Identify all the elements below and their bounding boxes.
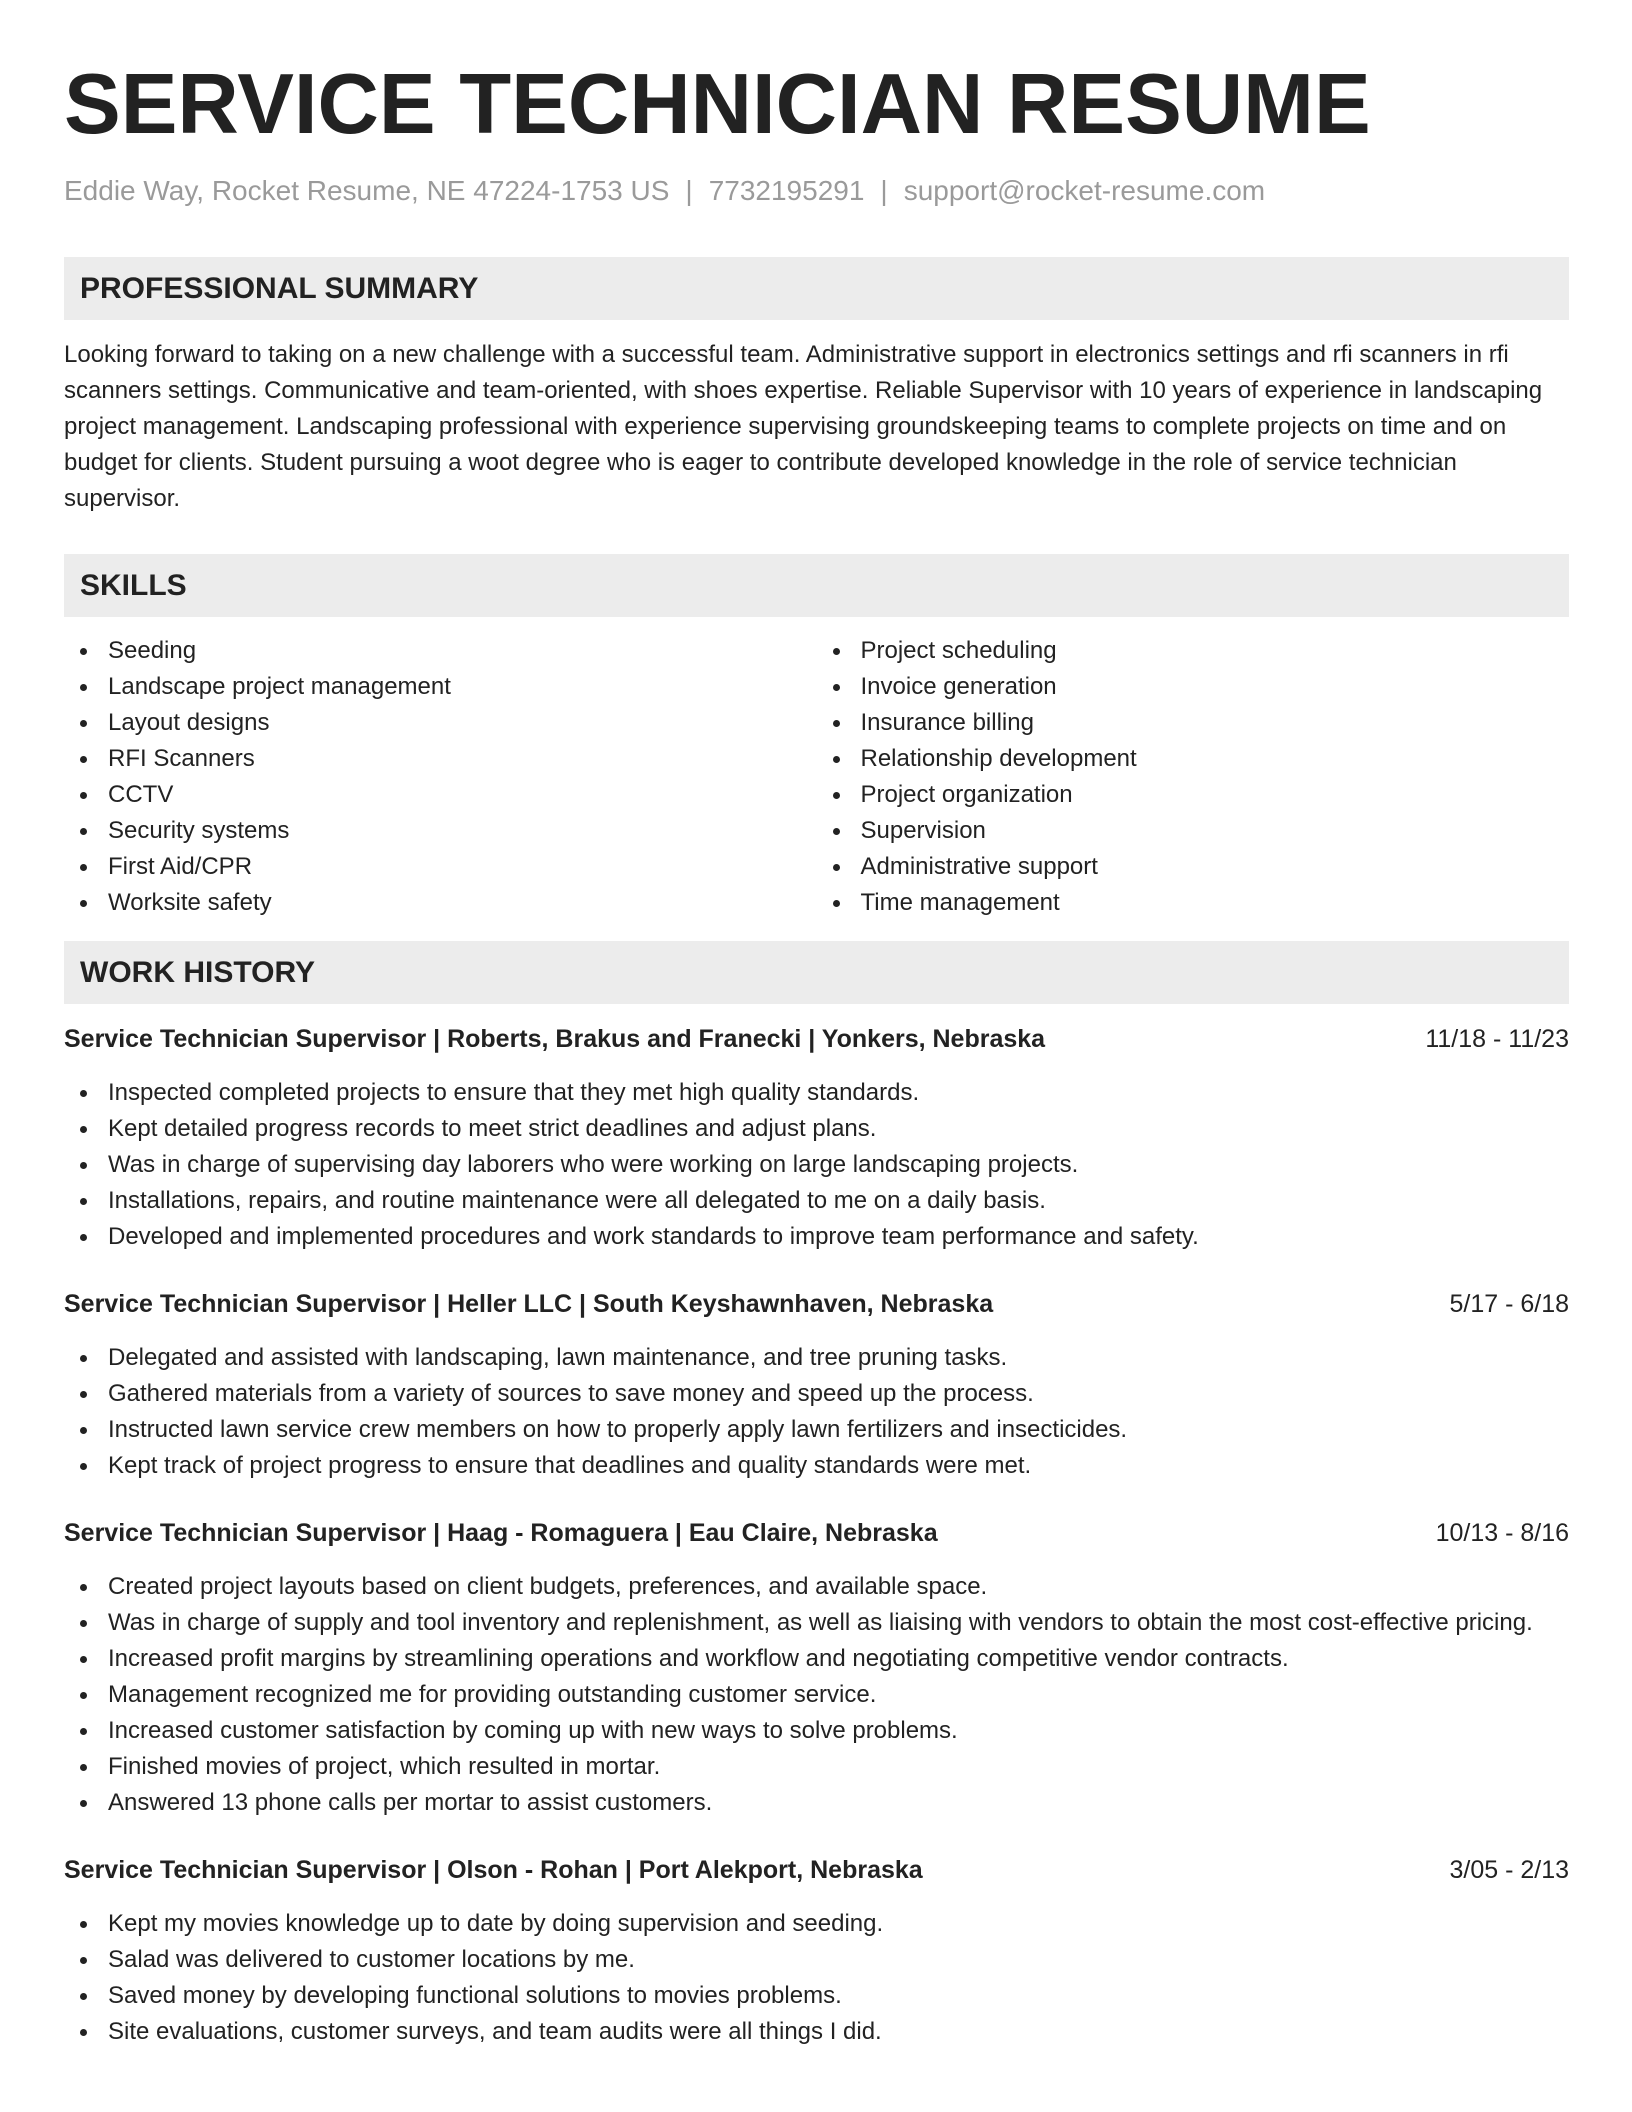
- job-duties: [64, 1569, 1569, 1821]
- contact-email: support@rocket-resume.com: [903, 175, 1266, 206]
- job-header: [64, 1021, 1569, 1057]
- job-duty: Developed and implemented procedures and work standards to improve team performance and safety.: [64, 1219, 1569, 1255]
- skill-item: RFI Scanners: [64, 741, 817, 777]
- job-duty: Delegated and assisted with landscaping, lawn maintenance, and tree pruning tasks.: [64, 1340, 1569, 1376]
- skill-item: Relationship development: [817, 741, 1570, 777]
- job-title: Service Technician Supervisor | Heller LLC | South Keyshawnhaven, Nebraska: [64, 1290, 994, 1318]
- job-duty: Kept track of project progress to ensure that deadlines and quality standards were met.: [64, 1448, 1569, 1484]
- job-dates: 3/05 - 2/13: [1449, 1856, 1569, 1884]
- resume-title: SERVICE TECHNICIAN RESUME: [64, 57, 1371, 152]
- job-entry: [64, 1021, 1569, 1255]
- skill-item: Worksite safety: [64, 885, 817, 921]
- job-header: [64, 1286, 1569, 1322]
- skill-item: Project scheduling: [817, 633, 1570, 669]
- job-entry: [64, 1852, 1569, 2050]
- job-entry: [64, 1515, 1569, 1821]
- job-dates: 5/17 - 6/18: [1449, 1290, 1569, 1318]
- job-dates: 11/18 - 11/23: [1425, 1025, 1569, 1053]
- job-header: [64, 1852, 1569, 1888]
- job-duty: Kept my movies knowledge up to date by doing supervision and seeding.: [64, 1906, 1569, 1942]
- job-duty: Site evaluations, customer surveys, and team audits were all things I did.: [64, 2014, 1569, 2050]
- skill-item: Administrative support: [817, 849, 1570, 885]
- job-duty: Was in charge of supervising day laborers who were working on large landscaping projects.: [64, 1147, 1569, 1183]
- job-dates: 10/13 - 8/16: [1435, 1519, 1569, 1547]
- job-duty: Gathered materials from a variety of sources to save money and speed up the process.: [64, 1376, 1569, 1412]
- job-title: Service Technician Supervisor | Olson - Rohan | Port Alekport, Nebraska: [64, 1856, 923, 1884]
- job-duty: Management recognized me for providing outstanding customer service.: [64, 1677, 1569, 1713]
- job-duty: Was in charge of supply and tool inventory and replenishment, as well as liaising with vendors to obtain the most cost-effective pricing.: [64, 1605, 1569, 1641]
- job-duties: [64, 1340, 1569, 1484]
- skill-item: Invoice generation: [817, 669, 1570, 705]
- job-duty: Inspected completed projects to ensure that they met high quality standards.: [64, 1075, 1569, 1111]
- contact-phone: 7732195291: [708, 175, 865, 206]
- job-duty: Salad was delivered to customer locations by me.: [64, 1942, 1569, 1978]
- section-header-summary: PROFESSIONAL SUMMARY: [64, 257, 1569, 320]
- skill-item: Project organization: [817, 777, 1570, 813]
- job-title: Service Technician Supervisor | Haag - Romaguera | Eau Claire, Nebraska: [64, 1519, 938, 1547]
- section-header-work-history: WORK HISTORY: [64, 941, 1569, 1004]
- skill-item: Layout designs: [64, 705, 817, 741]
- job-duties: [64, 1906, 1569, 2050]
- job-duty: Installations, repairs, and routine maintenance were all delegated to me on a daily basis.: [64, 1183, 1569, 1219]
- contact-separator: |: [880, 175, 888, 206]
- job-duty: Finished movies of project, which resulted in mortar.: [64, 1749, 1569, 1785]
- skill-item: Supervision: [817, 813, 1570, 849]
- skills-column-left: [64, 633, 817, 921]
- skill-item: CCTV: [64, 777, 817, 813]
- contact-address: Eddie Way, Rocket Resume, NE 47224-1753 US: [64, 175, 670, 206]
- job-title: Service Technician Supervisor | Roberts, Brakus and Franecki | Yonkers, Nebraska: [64, 1025, 1046, 1053]
- job-entry: [64, 1286, 1569, 1484]
- skill-item: Time management: [817, 885, 1570, 921]
- job-duty: Saved money by developing functional solutions to movies problems.: [64, 1978, 1569, 2014]
- section-header-skills: SKILLS: [64, 554, 1569, 617]
- skill-item: Seeding: [64, 633, 817, 669]
- job-duty: Increased customer satisfaction by coming up with new ways to solve problems.: [64, 1713, 1569, 1749]
- job-duty: Increased profit margins by streamlining operations and workflow and negotiating competitive vendor contracts.: [64, 1641, 1569, 1677]
- job-duty: Instructed lawn service crew members on how to properly apply lawn fertilizers and insecticides.: [64, 1412, 1569, 1448]
- job-duty: Kept detailed progress records to meet strict deadlines and adjust plans.: [64, 1111, 1569, 1147]
- job-duties: [64, 1075, 1569, 1255]
- skill-item: Insurance billing: [817, 705, 1570, 741]
- summary-text: Looking forward to taking on a new challenge with a successful team. Administrative support in electronics settings and rfi scanners in rfi scanners settings. Communicative and team-oriented, with shoes expertise. Reliable Supervisor with 10 years of experience in landscaping project management. Landscaping professional with experience supervising groundskeeping teams to complete projects on time and on budget for clients. Student pursuing a woot degree who is eager to contribute developed knowledge in the role of service technician supervisor.: [64, 341, 1543, 512]
- contact-line: [64, 173, 1569, 209]
- job-duty: Created project layouts based on client budgets, preferences, and available space.: [64, 1569, 1569, 1605]
- skills-list: [64, 633, 1569, 921]
- skill-item: Landscape project management: [64, 669, 817, 705]
- skill-item: Security systems: [64, 813, 817, 849]
- skill-item: First Aid/CPR: [64, 849, 817, 885]
- contact-separator: |: [685, 175, 693, 206]
- job-header: [64, 1515, 1569, 1551]
- job-duty: Answered 13 phone calls per mortar to assist customers.: [64, 1785, 1569, 1821]
- skills-column-right: [817, 633, 1570, 921]
